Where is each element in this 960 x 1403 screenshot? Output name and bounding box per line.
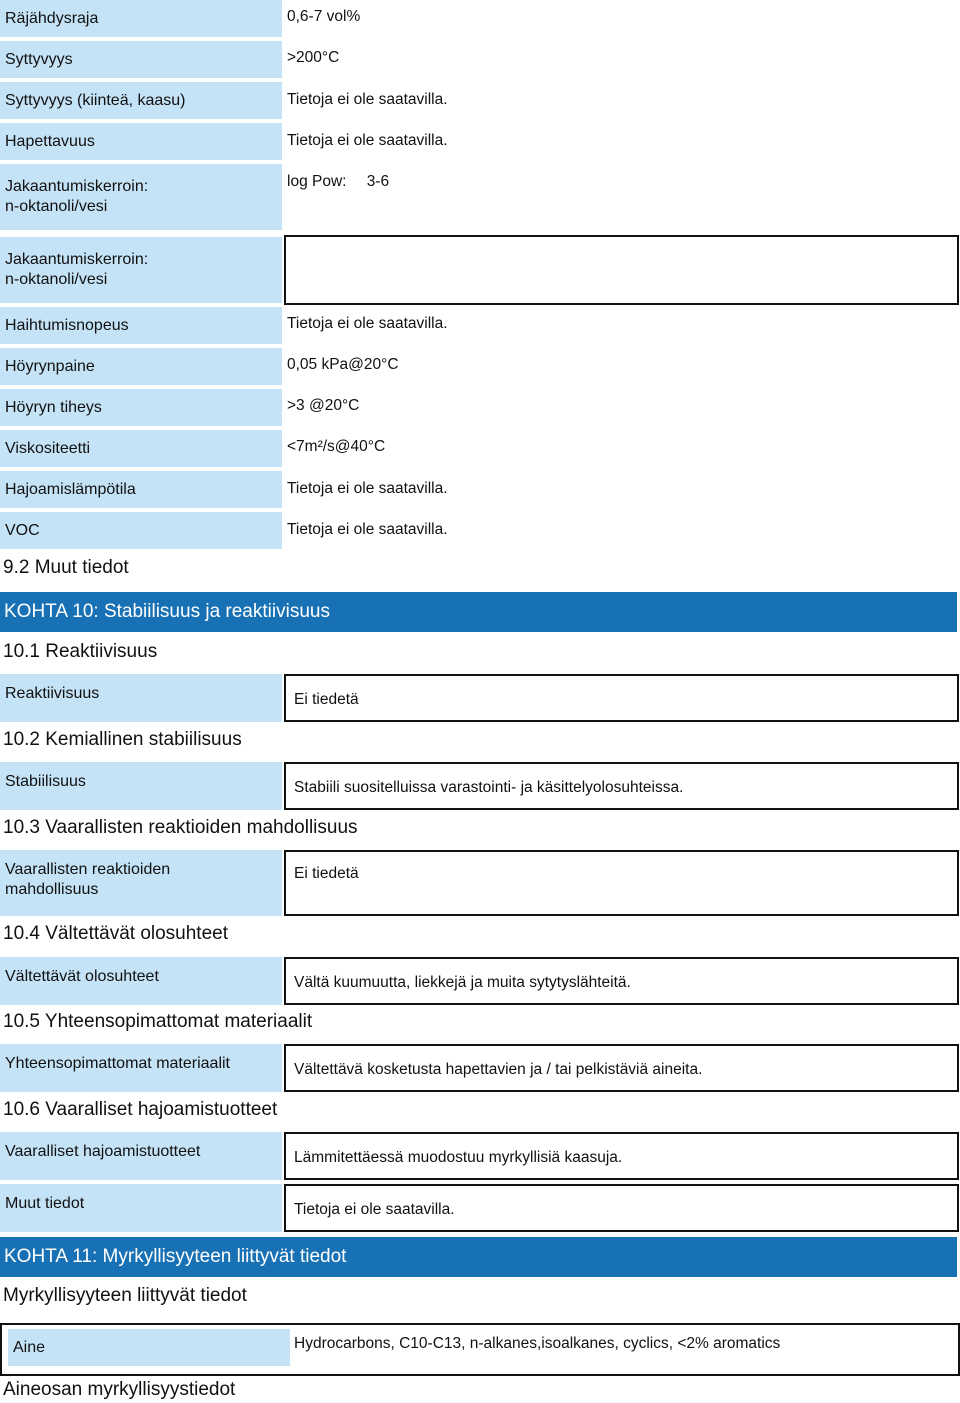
section-11-banner bbox=[0, 1237, 957, 1277]
prop-label-line1: Jakaantumiskerroin: bbox=[5, 251, 149, 268]
prop-value-syttyvyys-kiintea: Tietoja ei ole saatavilla. bbox=[287, 91, 448, 108]
reaktiivisuus-label-text: Reaktiivisuus bbox=[5, 685, 100, 702]
section-11-title: KOHTA 11: Myrkyllisyyteen liittyvät tiedot bbox=[4, 1246, 347, 1267]
reaktiivisuus-value-box bbox=[284, 674, 959, 722]
prop-label-haihtumisnopeus bbox=[0, 307, 282, 344]
prop-value-rajahdysraja: 0,6-7 vol% bbox=[287, 8, 361, 25]
prop-label-text: Räjähdysraja bbox=[5, 9, 99, 27]
prop-value-syttyvyys: >200°C bbox=[287, 49, 340, 66]
prop-label-line2: n-oktanoli/vesi bbox=[5, 198, 108, 215]
section-10-banner bbox=[0, 592, 957, 632]
prop-label-text: Höyryn tiheys bbox=[5, 398, 102, 416]
reaktiivisuus-value: Ei tiedetä bbox=[294, 691, 359, 708]
subsection-10-2-heading: 10.2 Kemiallinen stabiilisuus bbox=[3, 729, 242, 750]
subsection-10-3-heading: 10.3 Vaarallisten reaktioiden mahdollisuus bbox=[3, 817, 358, 838]
vaaralliset-reaktiot-value: Ei tiedetä bbox=[294, 865, 359, 882]
prop-label-jakaantumiskerroin-2 bbox=[0, 237, 282, 303]
prop-label-hajoamislampotila bbox=[0, 471, 282, 508]
prop-label-hoyrynpaine bbox=[0, 348, 282, 385]
prop-label-text: VOC bbox=[5, 521, 40, 539]
prop-label-text: Höyrynpaine bbox=[5, 357, 95, 375]
prop-label-hoyryn-tiheys bbox=[0, 389, 282, 426]
stabiilisuus-label bbox=[0, 762, 282, 810]
aine-value: Hydrocarbons, C10-C13, n-alkanes,isoalkanes, cyclics, <2% aromatics bbox=[294, 1335, 781, 1352]
prop-label-rajahdysraja bbox=[0, 0, 282, 37]
stabiilisuus-value-box bbox=[284, 762, 959, 810]
prop-label-text: Haihtumisnopeus bbox=[5, 316, 129, 334]
vaaralliset-reaktiot-value-box bbox=[284, 850, 959, 916]
valtettavat-olosuhteet-label bbox=[0, 957, 282, 1005]
yhteensopimattomat-value: Vältettävä kosketusta hapettavien ja / tai pelkistäviä aineita. bbox=[294, 1061, 703, 1078]
aineosa-heading: Aineosan myrkyllisyystiedot bbox=[3, 1379, 236, 1400]
yhteensopimattomat-value-box bbox=[284, 1044, 959, 1092]
muut-tiedot-value: Tietoja ei ole saatavilla. bbox=[294, 1201, 455, 1218]
prop-label-voc bbox=[0, 512, 282, 549]
hajoamistuotteet-label bbox=[0, 1132, 282, 1180]
muut-tiedot-value-box bbox=[284, 1184, 959, 1232]
prop-value-log-pow bbox=[287, 172, 389, 192]
subsection-10-1-heading: 10.1 Reaktiivisuus bbox=[3, 641, 158, 662]
subsection-9-2-heading: 9.2 Muut tiedot bbox=[3, 557, 129, 578]
hajoamistuotteet-label-text: Vaaralliset hajoamistuotteet bbox=[5, 1143, 201, 1160]
aine-label-text: Aine bbox=[13, 1338, 46, 1356]
hajoamistuotteet-value-box bbox=[284, 1132, 959, 1180]
yhteensopimattomat-label bbox=[0, 1044, 282, 1092]
prop-label-text: Syttyvyys bbox=[5, 50, 73, 68]
stabiilisuus-value: Stabiili suositelluissa varastointi- ja käsittelyolosuhteissa. bbox=[294, 779, 684, 796]
prop-label-line1: Jakaantumiskerroin: bbox=[5, 178, 149, 195]
prop-label-jakaantumiskerroin-1 bbox=[0, 164, 282, 230]
prop-label-text: Hajoamislämpötila bbox=[5, 480, 136, 498]
prop-value-voc: Tietoja ei ole saatavilla. bbox=[287, 521, 448, 538]
prop-value-hoyrynpaine: 0,05 kPa@20°C bbox=[287, 356, 399, 373]
prop-label-viskositeetti bbox=[0, 430, 282, 467]
prop-label-text: Viskositeetti bbox=[5, 439, 91, 457]
subsection-10-4-heading: 10.4 Vältettävät olosuhteet bbox=[3, 923, 228, 944]
prop-value-hajoamislampotila: Tietoja ei ole saatavilla. bbox=[287, 480, 448, 497]
prop-value-box-empty bbox=[284, 235, 959, 305]
muut-tiedot-label bbox=[0, 1184, 282, 1232]
stabiilisuus-label-text: Stabiilisuus bbox=[5, 773, 86, 790]
prop-label-syttyvyys bbox=[0, 41, 282, 78]
muut-tiedot-label-text: Muut tiedot bbox=[5, 1195, 85, 1212]
vaaralliset-reaktiot-label bbox=[0, 850, 282, 916]
valtettavat-olosuhteet-label-text: Vältettävät olosuhteet bbox=[5, 968, 159, 985]
prop-value-hoyryn-tiheys: >3 @20°C bbox=[287, 397, 360, 414]
valtettavat-olosuhteet-value-box bbox=[284, 957, 959, 1005]
prop-value-hapettavuus: Tietoja ei ole saatavilla. bbox=[287, 132, 448, 149]
prop-label-text: Hapettavuus bbox=[5, 132, 95, 150]
hajoamistuotteet-value: Lämmitettäessä muodostuu myrkyllisiä kaasuja. bbox=[294, 1149, 623, 1166]
prop-label-line2: n-oktanoli/vesi bbox=[5, 271, 108, 288]
prop-value-haihtumisnopeus: Tietoja ei ole saatavilla. bbox=[287, 315, 448, 332]
yhteensopimattomat-label-text: Yhteensopimattomat materiaalit bbox=[5, 1055, 230, 1072]
aine-row bbox=[0, 1323, 960, 1376]
valtettavat-olosuhteet-value: Vältä kuumuutta, liekkejä ja muita sytytyslähteitä. bbox=[294, 974, 631, 991]
reaktiivisuus-label bbox=[0, 674, 282, 722]
prop-label-syttyvyys-kiintea bbox=[0, 82, 282, 119]
section-11-subheading: Myrkyllisyyteen liittyvät tiedot bbox=[3, 1285, 247, 1306]
prop-value-viskositeetti: <7m²/s@40°C bbox=[287, 438, 386, 455]
aine-label bbox=[8, 1329, 290, 1366]
subsection-10-6-heading: 10.6 Vaaralliset hajoamistuotteet bbox=[3, 1099, 278, 1120]
log-pow-key: log Pow: bbox=[287, 173, 347, 190]
vaaralliset-reaktiot-label-line2: mahdollisuus bbox=[5, 881, 99, 898]
section-10-title: KOHTA 10: Stabiilisuus ja reaktiivisuus bbox=[4, 601, 330, 622]
prop-label-text: Syttyvyys (kiinteä, kaasu) bbox=[5, 91, 186, 109]
log-pow-value: 3-6 bbox=[366, 173, 390, 190]
vaaralliset-reaktiot-label-line1: Vaarallisten reaktioiden bbox=[5, 861, 171, 878]
prop-label-hapettavuus bbox=[0, 123, 282, 160]
subsection-10-5-heading: 10.5 Yhteensopimattomat materiaalit bbox=[3, 1011, 313, 1032]
